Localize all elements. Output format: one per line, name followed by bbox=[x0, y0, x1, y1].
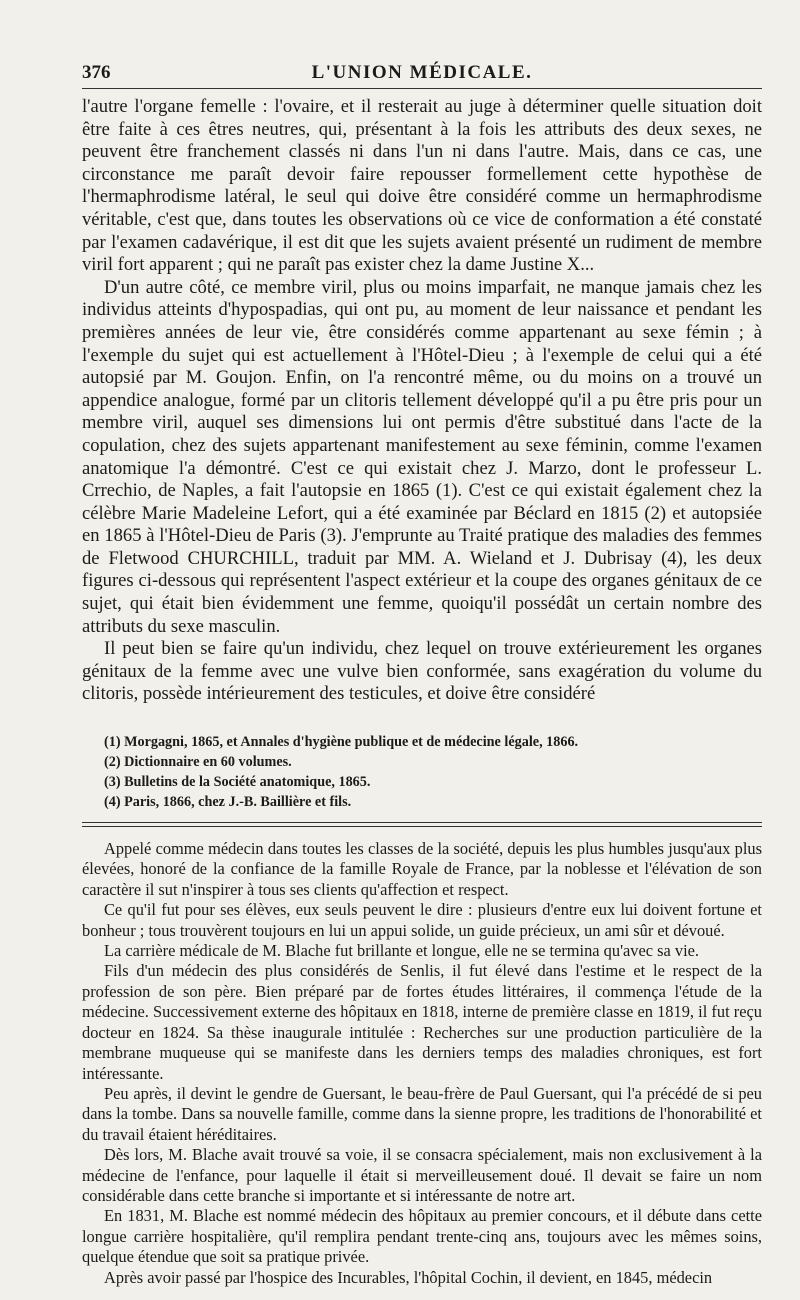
paragraph: D'un autre côté, ce membre viril, plus ou moins imparfait, ne manque jamais chez les individus atteints d'hypospadias, qui ont pu, au moment de leur naissance et pendant les premières années de leur vie, être considérés comme appartenant au sexe fémin ; à l'exemple du sujet qui est actuellement à l'Hôtel-Dieu ; à l'exemple de celui qui a été autopsié par M. Goujon. Enfin, on l'a rencontré même, ou du moins on a trouvé un appendice analogue, formé par un clitoris tellement développé qu'il a pu être pris pour un membre viril, auquel ses dimensions lui ont permis d'être substitué dans l'acte de la copulation, chez des sujets appartenant manifestement au sexe féminin, comme l'examen anatomique l'a démontré. C'est ce qui existait chez J. Marzo, dont le professeur L. Crrechio, de Naples, a fait l'autopsie en 1865 (1). C'est ce qui existait également chez la célèbre Marie Madeleine Lefort, qui a été examinée par Béclard en 1815 (2) et autopsiée en 1865 à l'Hôtel-Dieu de Paris (3). J'emprunte au Traité pratique des maladies des femmes de Fletwood CHURCHILL, traduit par MM. A. Wieland et J. Dubrisay (4), les deux figures ci-dessous qui représentent l'aspect extérieur et la coupe des organes génitaux de ce sujet, qui était bien évidemment une femme, quoiqu'il possédât un certain nombre des attributs du sexe masculin. bbox=[82, 276, 762, 637]
footnote: (3) Bulletins de la Société anatomique, 1865. bbox=[104, 774, 371, 791]
paragraph: Peu après, il devint le gendre de Guersant, le beau-frère de Paul Guersant, qui l'a précédé de si peu dans la tombe. Dans sa nouvelle famille, comme dans la sienne propre, les traditions de l'honorabilité et du travail étaient héréditaires. bbox=[82, 1083, 762, 1144]
paragraph: Il peut bien se faire qu'un individu, chez lequel on trouve extérieurement les organes génitaux de la femme avec une vulve bien conformée, sans exagération du volume du clitoris, possède intérieurement des testicules, et doive être considéré bbox=[82, 638, 762, 705]
page-header bbox=[82, 48, 762, 89]
paragraph: Ce qu'il fut pour ses élèves, eux seuls peuvent le dire : plusieurs d'entre eux lui doivent fortune et bonheur ; tous trouvèrent toujours en lui un appui solide, un guide précieux, un ami sûr et dévoué. bbox=[82, 900, 762, 940]
page-number: 376 bbox=[82, 62, 111, 83]
footnotes bbox=[82, 732, 762, 812]
paragraph: La carrière médicale de M. Blache fut brillante et longue, elle ne se termina qu'avec sa vie. bbox=[104, 941, 700, 961]
paragraph: Après avoir passé par l'hospice des Incurables, l'hôpital Cochin, il devient, en 1845, médecin bbox=[104, 1267, 713, 1287]
running-title: L'UNION MÉDICALE. bbox=[311, 62, 533, 83]
paragraph: Fils d'un médecin des plus considérés de Senlis, il fut élevé dans l'estime et le respect de la profession de son père. Bien préparé par de fortes études littéraires, il commença l'étude de la médecine. Successivement externe des hôpitaux en 1818, interne de première classe en 1819, il fut reçu docteur en 1824. Sa thèse inaugurale intitulée : Recherches sur une production particulière de la membrane muqueuse qui se manifeste dans les derniers temps des maladies chroniques, est fort intéressante. bbox=[82, 961, 762, 1083]
section-divider bbox=[82, 822, 762, 827]
paragraph: Appelé comme médecin dans toutes les classes de la société, depuis les plus humbles jusqu'aux plus élevées, honoré de la confiance de la famille Royale de France, par la noblesse et l'élévation de son caractère il sut n'inspirer à tous ses clients qu'affection et respect. bbox=[82, 839, 762, 899]
footnote: (1) Morgagni, 1865, et Annales d'hygiène publique et de médecine légale, 1866. bbox=[104, 734, 579, 751]
obituary-section bbox=[82, 839, 762, 1288]
paragraph: Dès lors, M. Blache avait trouvé sa voie, il se consacra spécialement, mais non exclusivement à la médecine de l'enfance, pour laquelle il était si merveilleusement doué. Il devait se faire un nom considérable dans cette branche si importante et si intéressante de notre art. bbox=[82, 1145, 762, 1205]
footnote: (2) Dictionnaire en 60 volumes. bbox=[104, 754, 292, 771]
main-article bbox=[82, 96, 762, 706]
paragraph: En 1831, M. Blache est nommé médecin des hôpitaux au premier concours, et il débute dans cette longue carrière hospitalière, qu'il remplira pendant trente-cinq ans, toujours avec les mêmes soins, quelque étendue que soit sa pratique privée. bbox=[82, 1206, 762, 1267]
paragraph: l'autre l'organe femelle : l'ovaire, et il resterait au juge à déterminer quelle situation doit être faite à ces êtres neutres, qui, présentant à la fois les attributs des deux sexes, ne peuvent être franchement classés ni dans l'un ni dans l'autre. Mais, dans ce cas, une circonstance me paraît devoir faire repousser formellement cette hypothèse de l'hermaphrodisme latéral, le seul qui doive être considéré comme un hermaphrodisme véritable, c'est que, dans toutes les observations où ce vice de conformation a été constaté par l'examen cadavérique, il est dit que les sujets avaient présenté un rudiment de membre viril fort apparent ; qui ne paraît pas exister chez la dame Justine X... bbox=[82, 96, 762, 276]
footnote: (4) Paris, 1866, chez J.-B. Baillière et fils. bbox=[104, 794, 352, 811]
